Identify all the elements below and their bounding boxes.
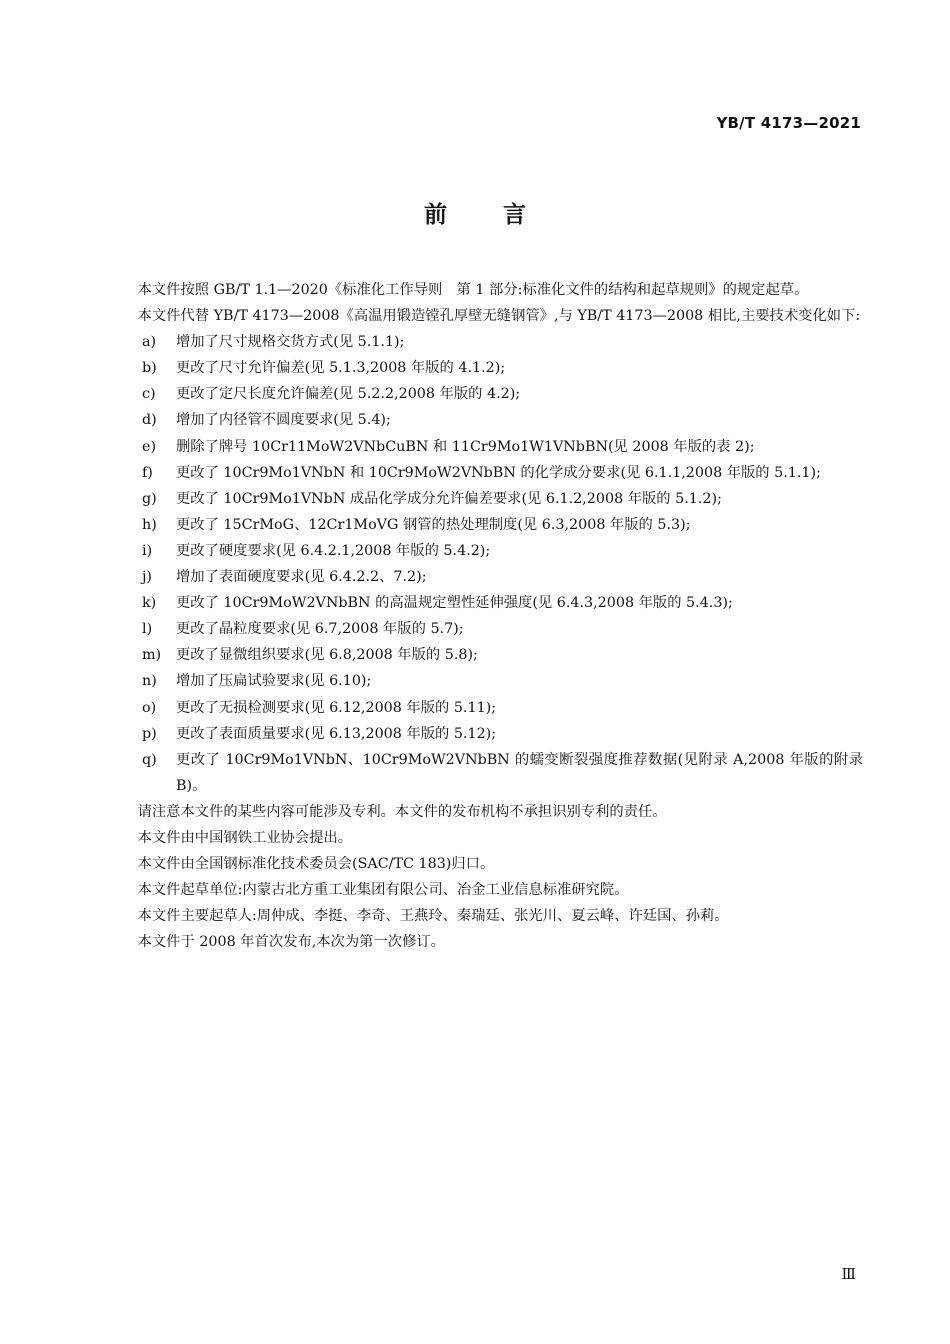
list-item <box>109 747 863 799</box>
list-item-text: 更改了定尺长度允许偏差(见 5.2.2,2008 年版的 4.2); <box>176 386 521 403</box>
list-item <box>109 590 863 616</box>
list-item <box>109 668 863 694</box>
list-item-text: 增加了尺寸规格交货方式(见 5.1.1); <box>176 334 405 351</box>
list-item <box>109 486 863 512</box>
list-item-text: 增加了压扁试验要求(见 6.10); <box>176 673 372 690</box>
list-item-text: 删除了牌号 10Cr11MoW2VNbCuBN 和 11Cr9Mo1W1VNbBN(见 2008 年版的表 2); <box>176 438 755 455</box>
list-marker: b) <box>142 360 157 377</box>
list-item-text: 更改了显微组织要求(见 6.8,2008 年版的 5.8); <box>176 647 478 664</box>
list-marker: c) <box>142 386 156 403</box>
list-item-text: 更改了尺寸允许偏差(见 5.1.3,2008 年版的 4.1.2); <box>176 360 506 377</box>
list-item <box>109 642 863 668</box>
document-body <box>109 277 863 955</box>
list-item <box>109 512 863 538</box>
list-item <box>109 381 863 407</box>
list-marker: l) <box>142 621 153 638</box>
list-item-text: 更改了 10Cr9Mo1VNbN 和 10Cr9MoW2VNbBN 的化学成分要求(见 6.1.1,2008 年版的 5.1.1); <box>176 464 821 481</box>
changes-list <box>109 329 863 799</box>
list-item <box>109 616 863 642</box>
list-marker: i) <box>142 542 153 559</box>
list-item-text: 增加了表面硬度要求(见 6.4.2.2、7.2); <box>176 569 427 586</box>
page-number: Ⅲ <box>841 1265 855 1283</box>
intro-paragraph: 本文件代替 YB/T 4173—2008《高温用锻造镗孔厚壁无缝钢管》,与 YB/T 4173—2008 相比,主要技术变化如下: <box>137 308 861 325</box>
list-marker: e) <box>142 438 157 455</box>
list-marker: o) <box>142 699 157 716</box>
standard-number: YB/T 4173—2021 <box>716 114 861 132</box>
list-marker: j) <box>142 569 153 586</box>
list-marker: g) <box>142 490 157 507</box>
list-item <box>109 434 863 460</box>
list-item-text: 更改了表面质量要求(见 6.13,2008 年版的 5.12); <box>176 725 497 742</box>
intro-paragraph: 本文件按照 GB/T 1.1—2020《标准化工作导则 第 1 部分:标准化文件的结构和起草规则》的规定起草。 <box>137 282 809 298</box>
list-item-text: 增加了内径管不圆度要求(见 5.4); <box>176 412 391 429</box>
list-item-text: 更改了 10Cr9MoW2VNbBN 的高温规定塑性延伸强度(见 6.4.3,2008 年版的 5.4.3); <box>176 595 733 612</box>
list-marker: a) <box>142 334 157 351</box>
list-item <box>109 564 863 590</box>
list-marker: f) <box>142 464 153 481</box>
list-marker: p) <box>142 725 157 742</box>
list-item <box>109 355 863 381</box>
list-item-text: 更改了晶粒度要求(见 6.7,2008 年版的 5.7); <box>176 621 464 638</box>
list-item <box>109 460 863 486</box>
closing-paragraph: 请注意本文件的某些内容可能涉及专利。本文件的发布机构不承担识别专利的责任。 <box>137 803 667 820</box>
closing-paragraph: 本文件主要起草人:周仲成、李挺、李奇、王燕玲、秦瑞廷、张光川、夏云峰、许廷国、孙莉。 <box>137 908 729 925</box>
list-item-text: 更改了硬度要求(见 6.4.2.1,2008 年版的 5.4.2); <box>176 542 491 559</box>
list-item-text: 更改了 15CrMoG、12Cr1MoVG 钢管的热处理制度(见 6.3,2008 年版的 5.3); <box>176 516 691 533</box>
list-item-text: 更改了无损检测要求(见 6.12,2008 年版的 5.11); <box>176 699 497 716</box>
list-item <box>109 695 863 721</box>
closing-paragraph: 本文件由全国钢标准化技术委员会(SAC/TC 183)归口。 <box>137 856 495 873</box>
list-item-text: 更改了 10Cr9Mo1VNbN 成品化学成分允许偏差要求(见 6.1.2,2008 年版的 5.1.2); <box>176 490 722 507</box>
list-marker: h) <box>142 516 157 533</box>
closing-paragraph: 本文件于 2008 年首次发布,本次为第一次修订。 <box>137 934 445 951</box>
list-item <box>109 538 863 564</box>
list-marker: n) <box>142 673 157 690</box>
list-item <box>109 721 863 747</box>
list-item <box>109 329 863 355</box>
list-marker: m) <box>142 647 162 664</box>
list-item-text: 更改了 10Cr9Mo1VNbN、10Cr9MoW2VNbBN 的蠕变断裂强度推荐数据(见附录 A,2008 年版的附录 B)。 <box>176 751 863 794</box>
list-marker: k) <box>142 595 157 612</box>
closing-paragraph: 本文件由中国钢铁工业协会提出。 <box>137 829 353 846</box>
page-title: 前言 <box>424 202 582 228</box>
list-marker: q) <box>142 751 157 768</box>
list-marker: d) <box>142 412 157 429</box>
closing-paragraph: 本文件起草单位:内蒙古北方重工业集团有限公司、冶金工业信息标准研究院。 <box>137 882 629 899</box>
list-item <box>109 407 863 433</box>
